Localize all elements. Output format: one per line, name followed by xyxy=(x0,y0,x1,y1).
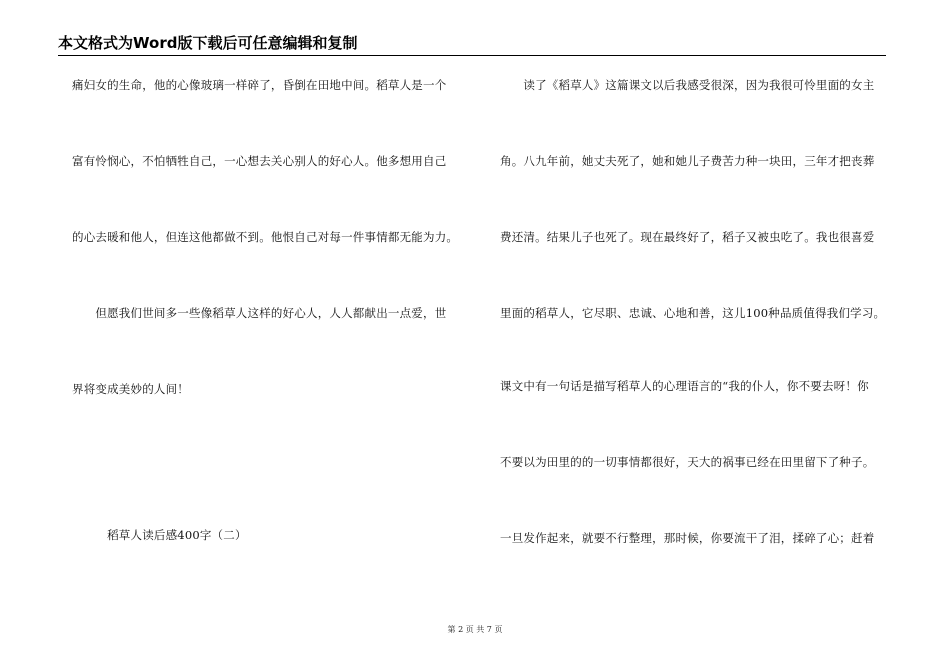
page-number-footer: 第 2 页 共 7 页 xyxy=(447,625,503,634)
text-line: 一旦发作起来，就要不行整理，那时候，你要流干了泪，揉碎了心；赶着 xyxy=(500,531,875,545)
text-line: 的心去暖和他人，但连这他都做不到。他恨自己对每一件事情都无能为力。 xyxy=(72,230,459,244)
text-line: 读了《稻草人》这篇课文以后我感受很深，因为我很可怜里面的女主 xyxy=(500,78,875,92)
text-line: 界将变成美妙的人间！ xyxy=(72,382,189,396)
left-text-column xyxy=(72,62,472,622)
text-line: 富有怜悯心，不怕牺牲自己，一心想去关心别人的好心人。他多想用自己 xyxy=(72,154,447,168)
header-divider xyxy=(58,55,886,56)
text-line: 不要以为田里的的一切事情都很好，天大的祸事已经在田里留下了种子。 xyxy=(500,455,875,469)
text-line: 费还清。结果儿子也死了。现在最终好了，稻子又被虫吃了。我也很喜爱 xyxy=(500,230,875,244)
text-line: 里面的稻草人，它尽职、忠诚、心地和善，这儿100种品质值得我们学习。 xyxy=(500,306,886,320)
section-heading: 稻草人读后感400字（二） xyxy=(72,528,247,542)
text-line: 痛妇女的生命，他的心像玻璃一样碎了，昏倒在田地中间。稻草人是一个 xyxy=(72,78,447,92)
text-line: 角。八九年前，她丈夫死了，她和她儿子费苦力种一块田，三年才把丧葬 xyxy=(500,154,875,168)
document-header-title: 本文格式为Word版下载后可任意编辑和复制 xyxy=(58,34,358,52)
right-text-column xyxy=(500,62,900,622)
text-line: 但愿我们世间多一些像稻草人这样的好心人，人人都献出一点爱，世 xyxy=(72,306,447,320)
text-line: 课文中有一句话是描写稻草人的心理语言的“我的仆人，你不要去呀！你 xyxy=(500,379,869,393)
